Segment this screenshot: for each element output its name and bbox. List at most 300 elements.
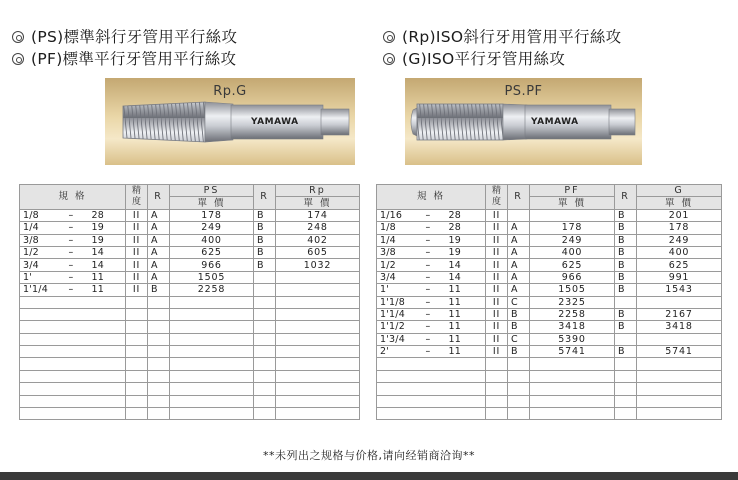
cell-r2: [254, 308, 276, 320]
cell-dash: –: [425, 346, 431, 358]
cell-size: 1'1/4: [380, 309, 405, 321]
banner-rp-g: [105, 78, 355, 165]
cell-precision: II: [486, 346, 508, 358]
cell-r1: C: [508, 333, 530, 345]
cell-size: 1': [23, 271, 33, 283]
cell-size: [377, 284, 486, 296]
cell-r2: [254, 296, 276, 308]
tap-rp-g-image: [105, 78, 355, 165]
cell-size: [377, 308, 486, 320]
cell-dash: –: [425, 321, 431, 333]
cell-r1: A: [508, 259, 530, 271]
cell-r2: [254, 321, 276, 333]
table-row: [20, 222, 360, 234]
table-row: [377, 395, 722, 407]
cell-precision: [126, 308, 148, 320]
header-r: R: [254, 185, 276, 210]
cell-size: 1/8: [23, 209, 39, 221]
cell-size: [377, 234, 486, 246]
cell-rp: 402: [276, 234, 360, 246]
cell-dash: –: [68, 247, 74, 259]
cell-g: [637, 296, 722, 308]
cell-size: [20, 222, 126, 234]
header-spec: 規 格: [20, 185, 126, 210]
cell-rp: [276, 408, 360, 420]
cell-r1: A: [508, 234, 530, 246]
cell-precision: [486, 383, 508, 395]
cell-pitch: 28: [91, 209, 104, 221]
heading-g-text: (G)ISO平行牙管用絲攻: [402, 50, 566, 68]
cell-precision: II: [126, 209, 148, 221]
cell-size: [20, 246, 126, 258]
cell-precision: II: [486, 308, 508, 320]
cell-size: [377, 370, 486, 382]
cell-precision: [126, 370, 148, 382]
cell-pf: 1505: [530, 284, 615, 296]
cell-size: [377, 222, 486, 234]
cell-pf: 5741: [530, 346, 615, 358]
cell-dash: –: [425, 333, 431, 345]
cell-rp: [276, 383, 360, 395]
table-row: [377, 370, 722, 382]
cell-g: 2167: [637, 308, 722, 320]
cell-r1: A: [508, 284, 530, 296]
cell-size: [20, 308, 126, 320]
cell-rp: [276, 346, 360, 358]
header-r: R: [615, 185, 637, 210]
cell-dash: –: [425, 309, 431, 321]
cell-r1: [148, 346, 170, 358]
cell-size: [20, 271, 126, 283]
cell-r2: [615, 395, 637, 407]
cell-precision: II: [486, 296, 508, 308]
cell-precision: II: [486, 234, 508, 246]
price-table-pf-g: [376, 184, 722, 420]
cell-pitch: 19: [91, 234, 104, 246]
cell-pitch: 14: [91, 247, 104, 259]
cell-r2: B: [254, 209, 276, 221]
cell-size: [377, 395, 486, 407]
cell-ps: 249: [170, 222, 254, 234]
cell-dash: –: [68, 222, 74, 234]
cell-ps: [170, 346, 254, 358]
header-unit-price: 單 價: [530, 197, 615, 209]
cell-r2: [254, 333, 276, 345]
heading-ps-text: (PS)標準斜行牙管用平行絲攻: [31, 28, 238, 46]
cell-size: 1/4: [23, 222, 39, 234]
cell-ps: [170, 358, 254, 370]
cell-r1: [148, 395, 170, 407]
cell-precision: [126, 395, 148, 407]
cell-ps: 2258: [170, 284, 254, 296]
cell-r1: A: [508, 271, 530, 283]
cell-pf: [530, 358, 615, 370]
table-row: [20, 284, 360, 296]
cell-dash: –: [68, 284, 74, 296]
table-row: [20, 408, 360, 420]
cell-r1: B: [508, 346, 530, 358]
cell-r1: A: [508, 222, 530, 234]
cell-size: [20, 395, 126, 407]
table-row: [20, 259, 360, 271]
cell-g: 3418: [637, 321, 722, 333]
banner-ps-pf: [405, 78, 642, 165]
cell-precision: [486, 358, 508, 370]
cell-rp: [276, 370, 360, 382]
table-row: [20, 234, 360, 246]
cell-size: [20, 346, 126, 358]
cell-pf: [530, 408, 615, 420]
header-g: G: [637, 185, 722, 197]
cell-r1: [148, 383, 170, 395]
table-row: [377, 246, 722, 258]
cell-r1: [508, 395, 530, 407]
table-row: [377, 284, 722, 296]
cell-r2: [615, 333, 637, 345]
cell-dash: –: [425, 209, 431, 221]
cell-pitch: 11: [448, 333, 461, 345]
cell-r1: B: [508, 308, 530, 320]
cell-r2: B: [615, 246, 637, 258]
header-ps: PS: [170, 185, 254, 197]
circle-bullet-icon: [12, 31, 24, 43]
cell-size: [377, 246, 486, 258]
cell-precision: [486, 408, 508, 420]
cell-dash: –: [425, 284, 431, 296]
cell-precision: II: [486, 246, 508, 258]
cell-size: [377, 321, 486, 333]
cell-pitch: 14: [91, 259, 104, 271]
cell-precision: [126, 346, 148, 358]
cell-r1: [508, 370, 530, 382]
cell-pitch: 19: [448, 234, 461, 246]
cell-precision: II: [126, 259, 148, 271]
cell-pitch: 14: [448, 259, 461, 271]
heading-g: [383, 49, 565, 69]
table-row: [377, 408, 722, 420]
cell-size: [377, 296, 486, 308]
table-row: [20, 296, 360, 308]
cell-precision: II: [126, 284, 148, 296]
cell-size: [20, 321, 126, 333]
cell-dash: –: [68, 209, 74, 221]
cell-r2: B: [254, 234, 276, 246]
bottom-bar: [0, 472, 738, 480]
cell-size: 1/4: [380, 234, 396, 246]
cell-precision: [486, 395, 508, 407]
cell-g: [637, 395, 722, 407]
cell-size: 2': [380, 346, 390, 358]
cell-pf: 625: [530, 259, 615, 271]
table-body-right: [377, 209, 722, 420]
table-row: [20, 321, 360, 333]
cell-r1: A: [508, 246, 530, 258]
cell-ps: 966: [170, 259, 254, 271]
cell-g: 991: [637, 271, 722, 283]
heading-ps: [12, 27, 237, 47]
tap-ps-pf-image: [405, 78, 642, 165]
cell-r2: B: [615, 321, 637, 333]
table-row: [377, 259, 722, 271]
cell-dash: –: [425, 271, 431, 283]
cell-precision: [126, 321, 148, 333]
table-row: [377, 296, 722, 308]
table-row: [20, 246, 360, 258]
cell-precision: II: [486, 259, 508, 271]
cell-precision: [126, 333, 148, 345]
cell-precision: II: [486, 271, 508, 283]
table-row: [20, 209, 360, 221]
table-row: [377, 346, 722, 358]
cell-r2: [254, 395, 276, 407]
cell-r2: B: [615, 234, 637, 246]
cell-precision: [126, 296, 148, 308]
cell-r2: [254, 284, 276, 296]
cell-ps: [170, 408, 254, 420]
cell-rp: 1032: [276, 259, 360, 271]
cell-size: [20, 408, 126, 420]
cell-pitch: 11: [448, 296, 461, 308]
table-row: [377, 333, 722, 345]
cell-size: [377, 259, 486, 271]
cell-r1: [148, 408, 170, 420]
table-row: [20, 395, 360, 407]
cell-ps: 400: [170, 234, 254, 246]
brand-mark-left: YAMAWA: [251, 117, 299, 127]
table-row: [20, 271, 360, 283]
cell-pf: 400: [530, 246, 615, 258]
cell-size: 3/4: [380, 271, 396, 283]
cell-rp: [276, 321, 360, 333]
cell-pf: [530, 383, 615, 395]
cell-ps: 1505: [170, 271, 254, 283]
cell-ps: [170, 395, 254, 407]
cell-precision: II: [126, 246, 148, 258]
header-spec: 規 格: [377, 185, 486, 210]
cell-g: 178: [637, 222, 722, 234]
table-row: [377, 308, 722, 320]
cell-dash: –: [68, 259, 74, 271]
cell-g: [637, 358, 722, 370]
cell-rp: 605: [276, 246, 360, 258]
cell-g: [637, 370, 722, 382]
cell-r2: [615, 383, 637, 395]
table-row: [377, 358, 722, 370]
cell-r1: A: [148, 246, 170, 258]
cell-r1: A: [148, 209, 170, 221]
cell-size: [377, 271, 486, 283]
cell-pitch: 19: [448, 247, 461, 259]
cell-size: [377, 408, 486, 420]
cell-size: [20, 296, 126, 308]
cell-dash: –: [425, 259, 431, 271]
heading-pf: [12, 49, 236, 69]
heading-pf-text: (PF)標準平行牙管用平行絲攻: [31, 50, 237, 68]
header-unit-price: 單 價: [170, 197, 254, 209]
cell-precision: II: [126, 271, 148, 283]
cell-dash: –: [425, 296, 431, 308]
cell-size: 1'1/4: [23, 284, 48, 296]
cell-r1: B: [148, 284, 170, 296]
cell-r1: [148, 321, 170, 333]
cell-size: [377, 333, 486, 345]
cell-r1: [508, 408, 530, 420]
cell-ps: 178: [170, 209, 254, 221]
cell-rp: [276, 296, 360, 308]
header-unit-price: 單 價: [276, 197, 360, 209]
cell-g: [637, 333, 722, 345]
heading-rp-text: (Rp)ISO斜行牙用管用平行絲攻: [402, 28, 622, 46]
table-row: [20, 346, 360, 358]
cell-g: [637, 383, 722, 395]
brand-mark-right: YAMAWA: [531, 117, 579, 127]
cell-r2: B: [615, 284, 637, 296]
header-r: R: [148, 185, 170, 210]
cell-g: 249: [637, 234, 722, 246]
cell-ps: [170, 383, 254, 395]
cell-pitch: 11: [91, 284, 104, 296]
cell-r2: [254, 370, 276, 382]
cell-r1: A: [148, 234, 170, 246]
cell-size: [20, 358, 126, 370]
circle-bullet-icon: [12, 53, 24, 65]
header-pf: PF: [530, 185, 615, 197]
cell-precision: [126, 408, 148, 420]
cell-size: 1'3/4: [380, 333, 405, 345]
cell-r2: B: [254, 259, 276, 271]
cell-size: 3/8: [23, 234, 39, 246]
cell-r1: B: [508, 321, 530, 333]
cell-size: 3/4: [23, 259, 39, 271]
cell-dash: –: [425, 234, 431, 246]
table-row: [20, 383, 360, 395]
cell-r2: B: [254, 222, 276, 234]
cell-r1: A: [148, 222, 170, 234]
cell-precision: II: [126, 234, 148, 246]
cell-rp: [276, 308, 360, 320]
cell-dash: –: [68, 234, 74, 246]
cell-precision: [126, 358, 148, 370]
cell-pitch: 19: [91, 222, 104, 234]
table-row: [20, 370, 360, 382]
table-row: [377, 321, 722, 333]
cell-g: 201: [637, 209, 722, 221]
cell-r1: [148, 358, 170, 370]
cell-pitch: 11: [91, 271, 104, 283]
cell-precision: II: [126, 222, 148, 234]
banner-label-ps-pf: PS.PF: [504, 84, 543, 99]
cell-size: [20, 234, 126, 246]
cell-g: 625: [637, 259, 722, 271]
cell-size: 1'1/2: [380, 321, 405, 333]
header-unit-price: 單 價: [637, 197, 722, 209]
table-row: [20, 333, 360, 345]
table-body-left: [20, 209, 360, 420]
cell-r2: B: [254, 246, 276, 258]
cell-r2: [254, 271, 276, 283]
cell-size: 1': [380, 284, 390, 296]
cell-pitch: 11: [448, 309, 461, 321]
cell-pitch: 14: [448, 271, 461, 283]
cell-r2: [615, 296, 637, 308]
cell-r1: [148, 370, 170, 382]
cell-r2: [254, 346, 276, 358]
price-table-ps-rp: [19, 184, 360, 420]
cell-dash: –: [425, 222, 431, 234]
cell-size: [20, 383, 126, 395]
cell-r2: B: [615, 209, 637, 221]
cell-ps: [170, 370, 254, 382]
table-row: [20, 358, 360, 370]
table-row: [377, 383, 722, 395]
cell-r2: B: [615, 222, 637, 234]
cell-size: [20, 333, 126, 345]
cell-pitch: 11: [448, 321, 461, 333]
cell-precision: II: [486, 222, 508, 234]
table-row: [377, 271, 722, 283]
cell-pf: 966: [530, 271, 615, 283]
cell-dash: –: [68, 271, 74, 283]
table-row: [20, 308, 360, 320]
header-rp: Rp: [276, 185, 360, 197]
cell-r1: [148, 308, 170, 320]
header-precision: 精度: [126, 185, 148, 210]
circle-bullet-icon: [383, 31, 395, 43]
table-row: [377, 234, 722, 246]
cell-r1: [148, 296, 170, 308]
cell-g: 1543: [637, 284, 722, 296]
cell-r1: [508, 383, 530, 395]
cell-g: 5741: [637, 346, 722, 358]
cell-r1: [508, 209, 530, 221]
cell-r2: B: [615, 259, 637, 271]
cell-size: [20, 370, 126, 382]
cell-pitch: 28: [448, 222, 461, 234]
cell-precision: II: [486, 284, 508, 296]
cell-size: 1/2: [380, 259, 396, 271]
circle-bullet-icon: [383, 53, 395, 65]
cell-size: [377, 383, 486, 395]
cell-precision: II: [486, 333, 508, 345]
cell-rp: [276, 395, 360, 407]
table-row: [377, 222, 722, 234]
cell-rp: [276, 333, 360, 345]
cell-size: 1/16: [380, 209, 403, 221]
cell-r1: [508, 358, 530, 370]
cell-r2: [254, 383, 276, 395]
cell-pf: 5390: [530, 333, 615, 345]
banner-label-rp-g: Rp.G: [213, 84, 247, 99]
cell-size: 3/8: [380, 247, 396, 259]
cell-rp: [276, 271, 360, 283]
cell-pf: 2258: [530, 308, 615, 320]
cell-r2: [254, 358, 276, 370]
cell-r1: A: [148, 259, 170, 271]
cell-rp: [276, 284, 360, 296]
cell-pf: 2325: [530, 296, 615, 308]
cell-ps: 625: [170, 246, 254, 258]
cell-pf: [530, 209, 615, 221]
cell-ps: [170, 333, 254, 345]
cell-rp: [276, 358, 360, 370]
cell-r2: B: [615, 346, 637, 358]
cell-r2: B: [615, 271, 637, 283]
cell-r2: B: [615, 308, 637, 320]
cell-size: [377, 346, 486, 358]
cell-precision: [486, 370, 508, 382]
cell-r2: [254, 408, 276, 420]
table-row: [377, 209, 722, 221]
